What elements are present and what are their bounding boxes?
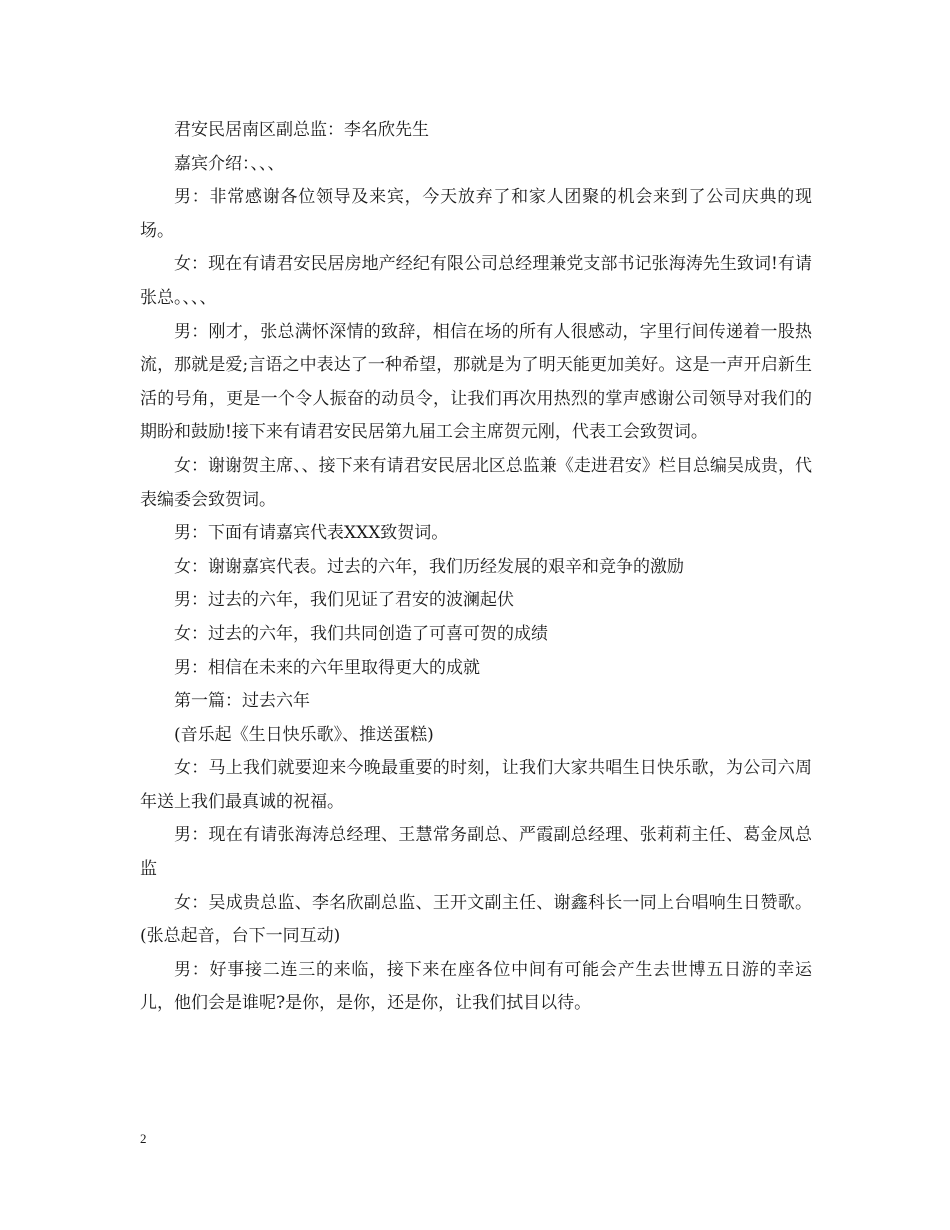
stage-direction: (音乐起《生日快乐歌》、推送蛋糕)	[174, 724, 434, 745]
paragraph: 女：谢谢嘉宾代表。过去的六年，我们历经发展的艰辛和竞争的激励	[174, 556, 684, 577]
paragraph: 嘉宾介绍：、、、	[174, 153, 285, 174]
paragraph: 男：现在有请张海涛总经理、王慧常务副总、严霞副总经理、张莉莉主任、葛金凤总监	[140, 825, 812, 880]
paragraph: 女：现在有请君安民居房地产经纪有限公司总经理兼党支部书记张海涛先生致词!有请张总。、、、	[140, 254, 812, 308]
paragraph: 男：过去的六年，我们见证了君安的波澜起伏	[174, 590, 514, 611]
paragraph: 女：谢谢贺主席、、接下来有请君安民居北区总监兼《走进君安》栏目总编吴成贵，代表编委会致贺词。	[140, 455, 812, 510]
paragraph: 女：过去的六年，我们共同创造了可喜可贺的成绩	[174, 623, 548, 644]
section-heading: 第一篇：过去六年	[174, 691, 310, 712]
document-body	[140, 114, 812, 1021]
page-number: 2	[140, 1131, 147, 1146]
paragraph: 女：吴成贵总监、李名欣副总监、王开文副主任、谢鑫科长一同上台唱响生日赞歌。(张总起音，台下一同互动)	[140, 892, 812, 947]
paragraph: 女：马上我们就要迎来今晚最重要的时刻，让我们大家共唱生日快乐歌，为公司六周年送上我们最真诚的祝福。	[140, 758, 812, 812]
paragraph: 男：相信在未来的六年里取得更大的成就	[174, 657, 480, 678]
paragraph: 君安民居南区副总监：李名欣先生	[174, 120, 429, 140]
paragraph: 男：非常感谢各位领导及来宾，今天放弃了和家人团聚的机会来到了公司庆典的现场。	[140, 187, 812, 241]
paragraph: 男：好事接二连三的来临，接下来在座各位中间有可能会产生去世博五日游的幸运儿，他们会是谁呢?是你，是你，还是你，让我们拭目以待。	[140, 959, 812, 1014]
paragraph: 男：下面有请嘉宾代表XXX致贺词。	[174, 523, 449, 544]
paragraph: 男：刚才，张总满怀深情的致辞，相信在场的所有人很感动，字里行间传递着一股热流，那就是爱;言语之中表达了一种希望，那就是为了明天能更加美好。这是一声开启新生活的号角，更是一个令人振奋的动员令，让我们再次用热烈的掌声感谢公司领导对我们的期盼和鼓励!接下来有请君安民居第九届工会主席贺元刚，代表工会致贺词。	[140, 321, 812, 443]
